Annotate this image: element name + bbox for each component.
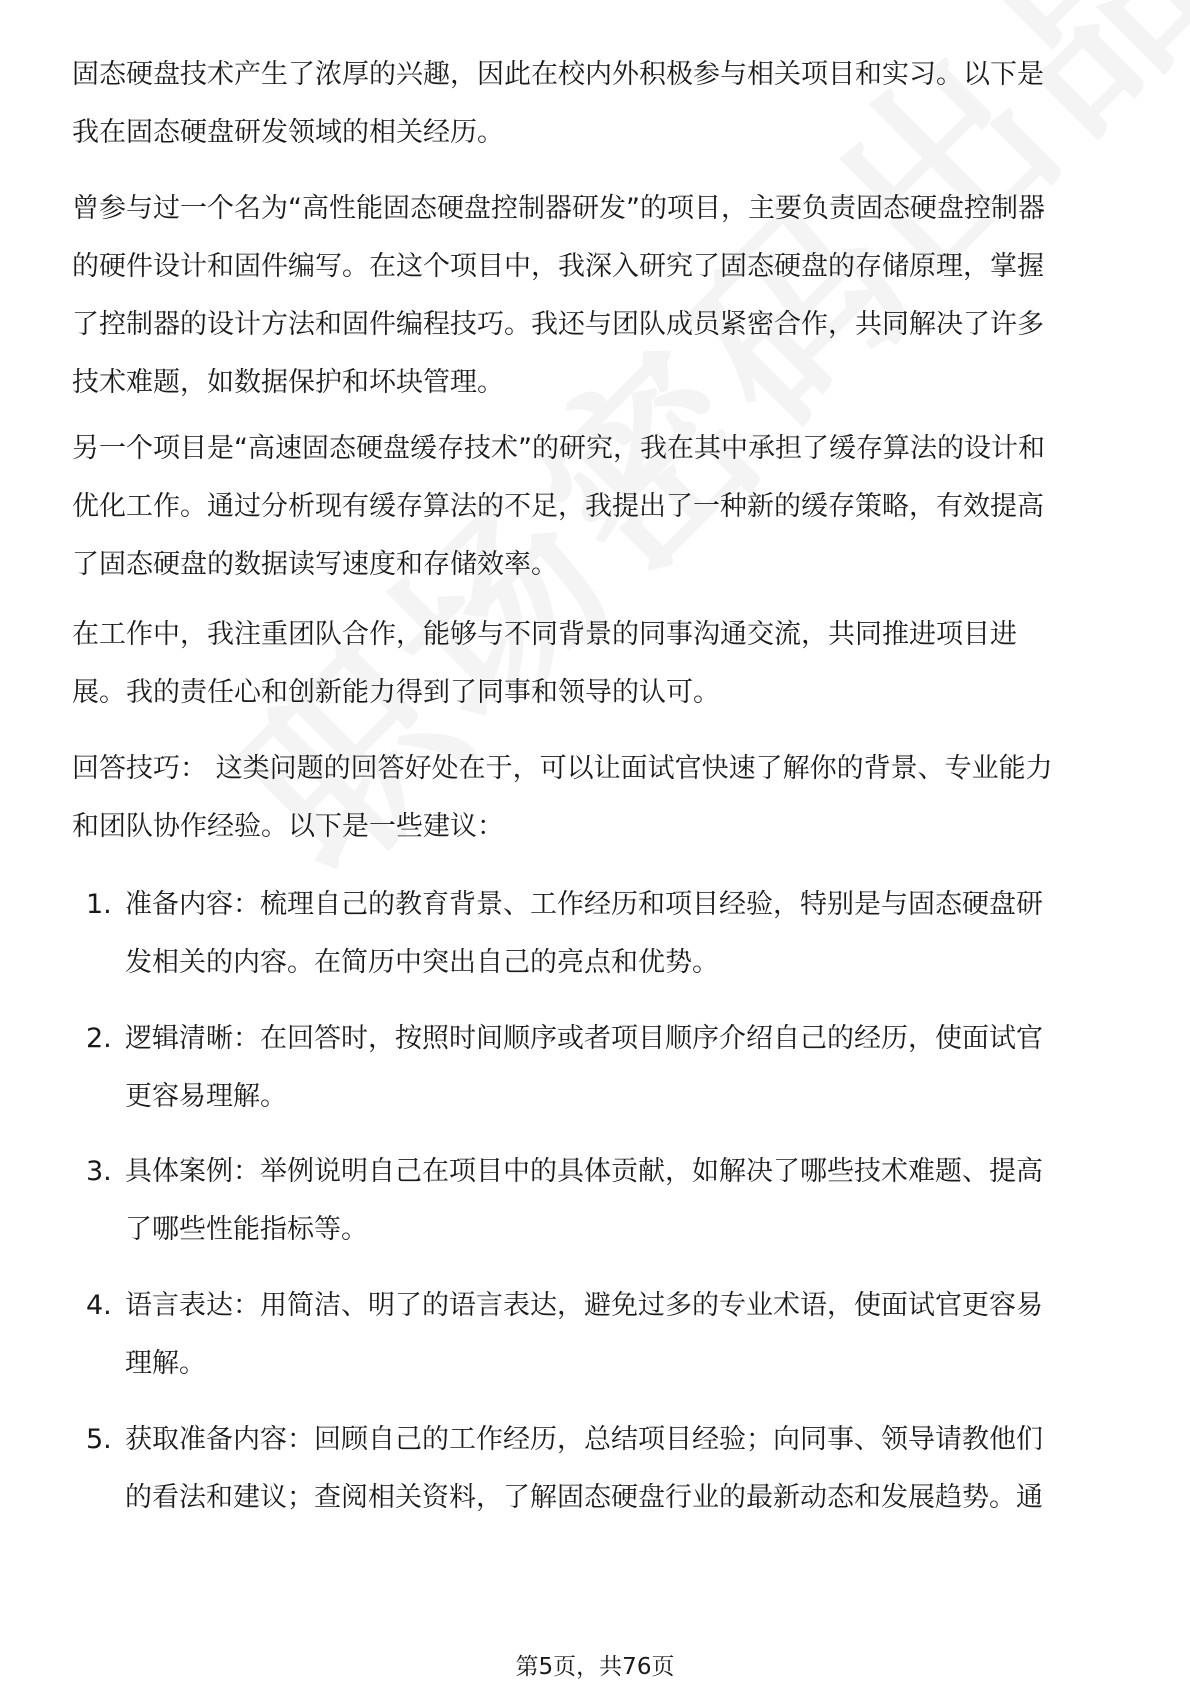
paragraph-project-cache <box>72 420 1122 594</box>
text-line: 了哪些性能指标等。 <box>125 1214 368 1245</box>
list-number: 4. <box>86 1290 112 1321</box>
paragraph-answer-tips <box>72 740 1122 856</box>
text-line: 理解。 <box>125 1348 206 1379</box>
list-text <box>125 1143 1043 1259</box>
text-line: 优化工作。通过分析现有缓存算法的不足，我提出了一种新的缓存策略，有效提高 <box>72 491 1044 522</box>
text-line: 另一个项目是“高速固态硬盘缓存技术”的研究，我在其中承担了缓存算法的设计和 <box>72 433 1045 464</box>
text-line: 的硬件设计和固件编写。在这个项目中，我深入研究了固态硬盘的存储原理，掌握 <box>72 251 1044 282</box>
paragraph-intro <box>72 46 1122 162</box>
text-line: 发相关的内容。在简历中突出自己的亮点和优势。 <box>125 947 719 978</box>
text-line: 技术难题，如数据保护和坏块管理。 <box>72 367 504 398</box>
list-number: 1. <box>86 889 112 920</box>
text-line: 在工作中，我注重团队合作，能够与不同背景的同事沟通交流，共同推进项目进 <box>72 619 1017 650</box>
text-line: 逻辑清晰：在回答时，按照时间顺序或者项目顺序介绍自己的经历，使面试官 <box>125 1023 1043 1054</box>
text-line: 曾参与过一个名为“高性能固态硬盘控制器研发”的项目，主要负责固态硬盘控制器 <box>72 193 1045 224</box>
list-text <box>125 1010 1043 1126</box>
list-number: 5. <box>86 1424 112 1455</box>
paragraph-project-controller <box>72 180 1122 412</box>
text-line: 和团队协作经验。以下是一些建议： <box>72 811 504 842</box>
text-line: 我在固态硬盘研发领域的相关经历。 <box>72 117 504 148</box>
text-line: 的看法和建议；查阅相关资料，了解固态硬盘行业的最新动态和发展趋势。通 <box>125 1482 1043 1513</box>
text-line: 了控制器的设计方法和固件编程技巧。我还与团队成员紧密合作，共同解决了许多 <box>72 309 1044 340</box>
list-text <box>125 1411 1043 1527</box>
list-text <box>125 1277 1043 1393</box>
text-line: 固态硬盘技术产生了浓厚的兴趣，因此在校内外积极参与相关项目和实习。以下是 <box>72 59 1044 90</box>
list-number: 3. <box>86 1156 112 1187</box>
list-text <box>125 876 1043 992</box>
page-number: 第5页，共76页 <box>515 1654 675 1680</box>
text-line: 获取准备内容：回顾自己的工作经历，总结项目经验；向同事、领导请教他们 <box>125 1424 1043 1455</box>
text-line: 展。我的责任心和创新能力得到了同事和领导的认可。 <box>72 677 720 708</box>
text-line: 具体案例：举例说明自己在项目中的具体贡献，如解决了哪些技术难题、提高 <box>125 1156 1043 1187</box>
text-line: 了固态硬盘的数据读写速度和存储效率。 <box>72 549 558 580</box>
text-line: 准备内容：梳理自己的教育背景、工作经历和项目经验，特别是与固态硬盘研 <box>125 889 1043 920</box>
list-number: 2. <box>86 1023 112 1054</box>
text-line: 更容易理解。 <box>125 1081 287 1112</box>
paragraph-teamwork <box>72 606 1122 722</box>
text-line: 回答技巧： 这类问题的回答好处在于，可以让面试官快速了解你的背景、专业能力 <box>72 753 1053 784</box>
text-line: 语言表达：用简洁、明了的语言表达，避免过多的专业术语，使面试官更容易 <box>125 1290 1043 1321</box>
